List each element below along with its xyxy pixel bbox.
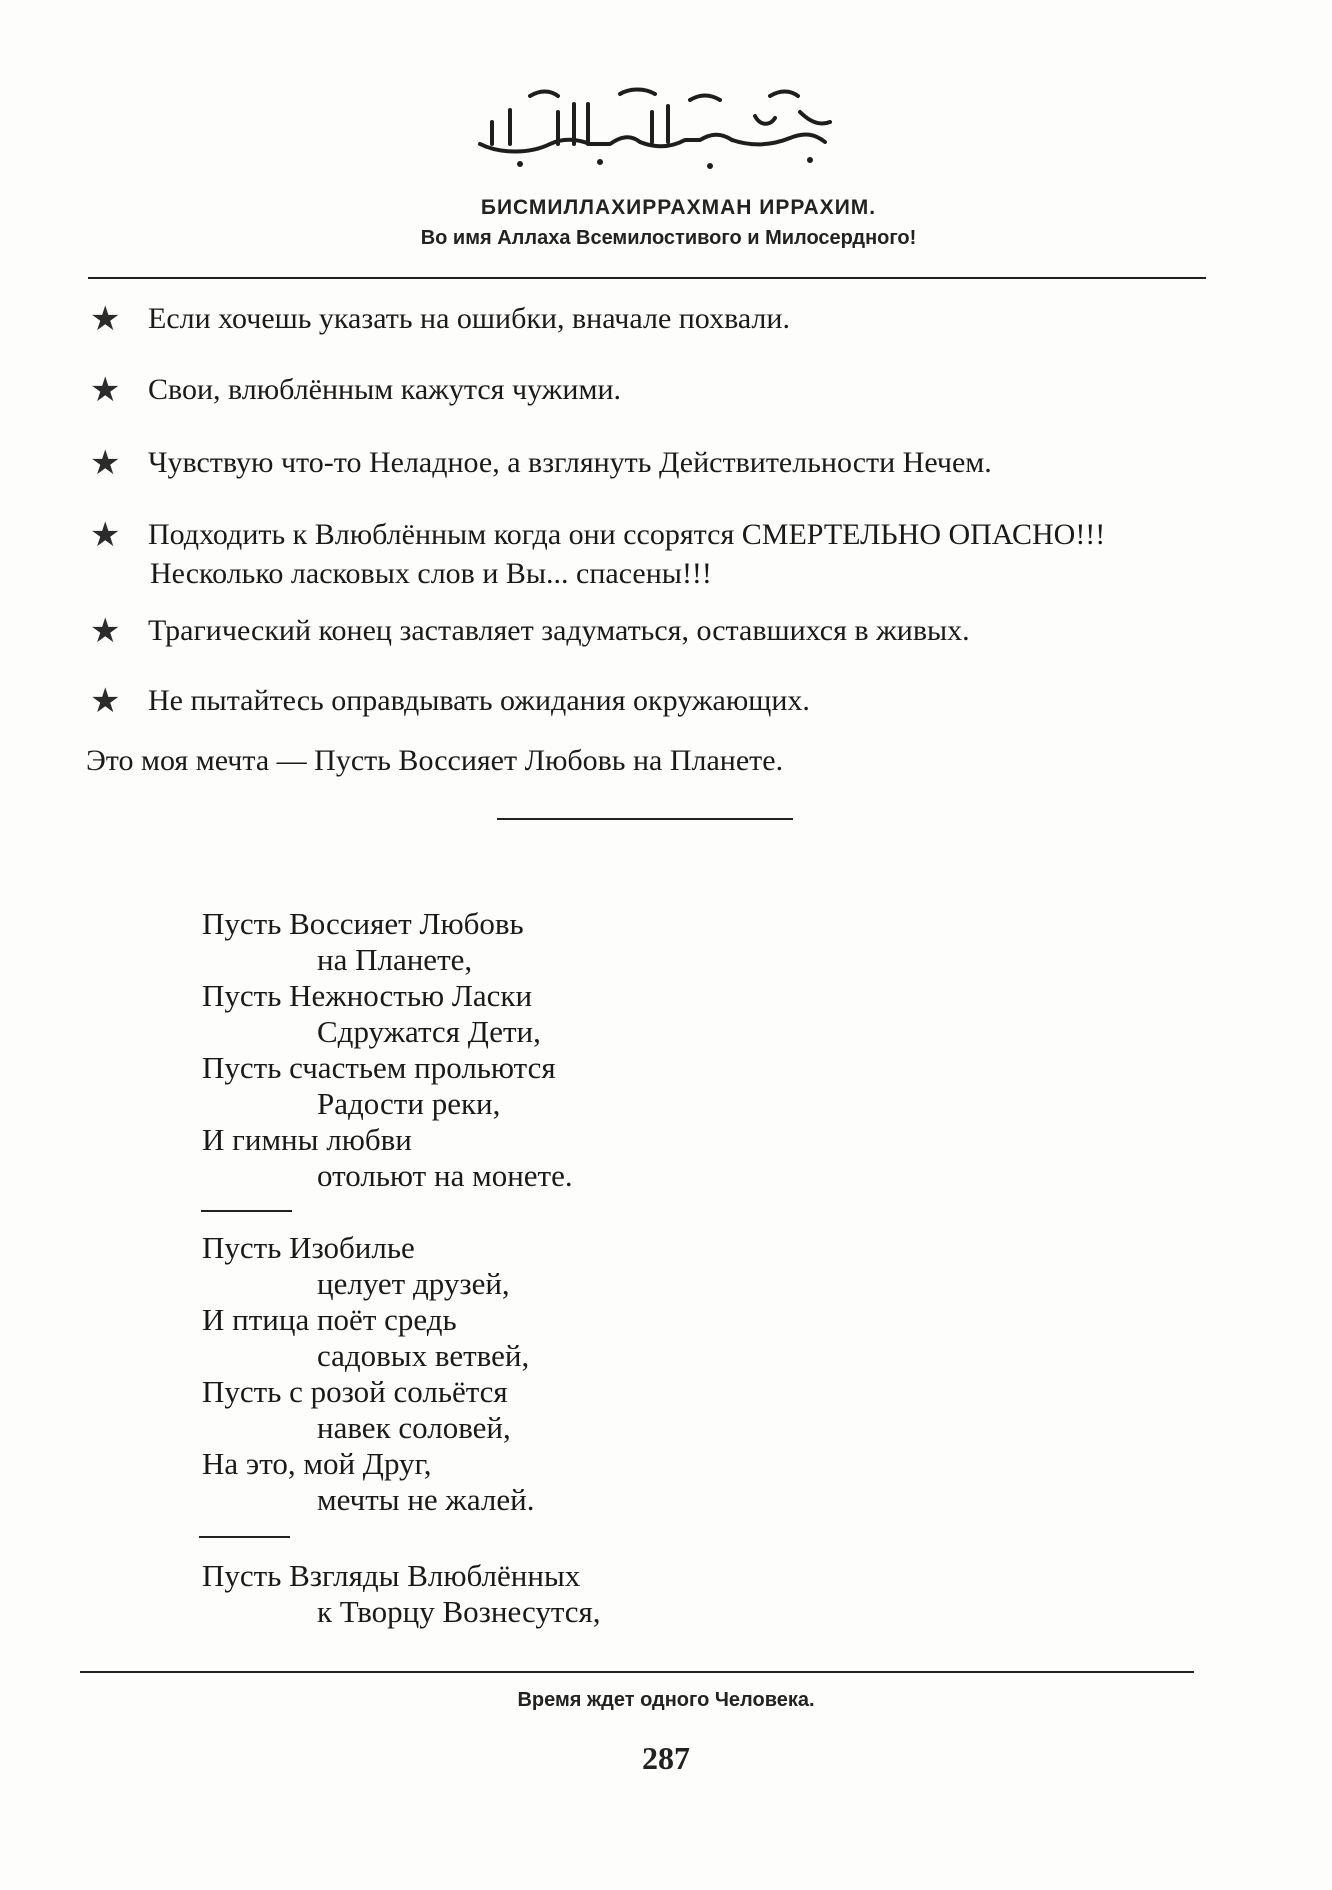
poem-line: И птица поёт средь xyxy=(202,1302,457,1337)
stanza-divider xyxy=(201,1210,292,1212)
star-icon: ★ xyxy=(90,301,121,338)
saying-item: ★ Подходить к Влюблённым когда они ссорятся СМЕРТЕЛЬНО ОПАСНО!!! xyxy=(90,517,1106,554)
saying-item: ★ Если хочешь указать на ошибки, вначале похвали. xyxy=(90,301,790,338)
poem-line: к Творцу Вознесутся, xyxy=(317,1594,601,1629)
section-divider xyxy=(497,818,793,820)
poem-line: мечты не жалей. xyxy=(317,1482,535,1517)
saying-item-continuation: Несколько ласковых слов и Вы... спасены!!! xyxy=(150,557,712,590)
header-title: БИСМИЛЛАХИРРАХМАН ИРРАХИМ. xyxy=(480,196,877,219)
poem-line: на Планете, xyxy=(317,942,473,977)
star-icon: ★ xyxy=(90,372,121,409)
poem-line: Пусть Воссияет Любовь xyxy=(202,906,524,941)
saying-item: ★ Не пытайтесь оправдывать ожидания окружающих. xyxy=(90,683,810,720)
star-icon: ★ xyxy=(90,683,121,720)
dream-line: Это моя мечта — Пусть Воссияет Любовь на Планете. xyxy=(86,744,784,777)
poem-line: Сдружатся Дети, xyxy=(317,1014,541,1049)
header-divider xyxy=(88,277,1206,279)
stanza-divider xyxy=(199,1536,290,1538)
star-icon: ★ xyxy=(90,517,121,554)
footer-text: Время ждет одного Человека. xyxy=(517,1689,815,1711)
poem-line: И гимны любви xyxy=(202,1122,412,1157)
poem-line: Пусть с розой сольётся xyxy=(202,1374,508,1409)
poem-line: Пусть Изобилье xyxy=(202,1230,415,1265)
star-icon: ★ xyxy=(90,613,121,650)
poem-line: Радости реки, xyxy=(317,1086,501,1121)
poem-line: Пусть Взгляды Влюблённых xyxy=(202,1558,581,1593)
star-icon: ★ xyxy=(90,445,121,482)
poem-line: Пусть Нежностью Ласки xyxy=(202,978,533,1013)
bismillah-calligraphy-icon xyxy=(470,82,840,182)
saying-item: ★ Трагический конец заставляет задуматься, оставшихся в живых. xyxy=(90,613,970,650)
poem-line: Пусть счастьем прольются xyxy=(202,1050,556,1085)
footer-divider xyxy=(80,1671,1194,1673)
poem-line: навек соловей, xyxy=(317,1410,511,1445)
poem-line: целует друзей, xyxy=(317,1266,510,1301)
poem-line: На это, мой Друг, xyxy=(202,1446,432,1481)
page-number: 287 xyxy=(642,1740,690,1776)
poem-line: садовых ветвей, xyxy=(317,1338,530,1373)
saying-item: ★ Чувствую что-то Неладное, а взглянуть Действительности Нечем. xyxy=(90,445,992,482)
poem-line: отольют на монете. xyxy=(317,1158,573,1193)
header-subtitle: Во имя Аллаха Всемилостивого и Милосердного! xyxy=(420,227,917,249)
saying-item: ★ Свои, влюблённым кажутся чужими. xyxy=(90,372,621,409)
